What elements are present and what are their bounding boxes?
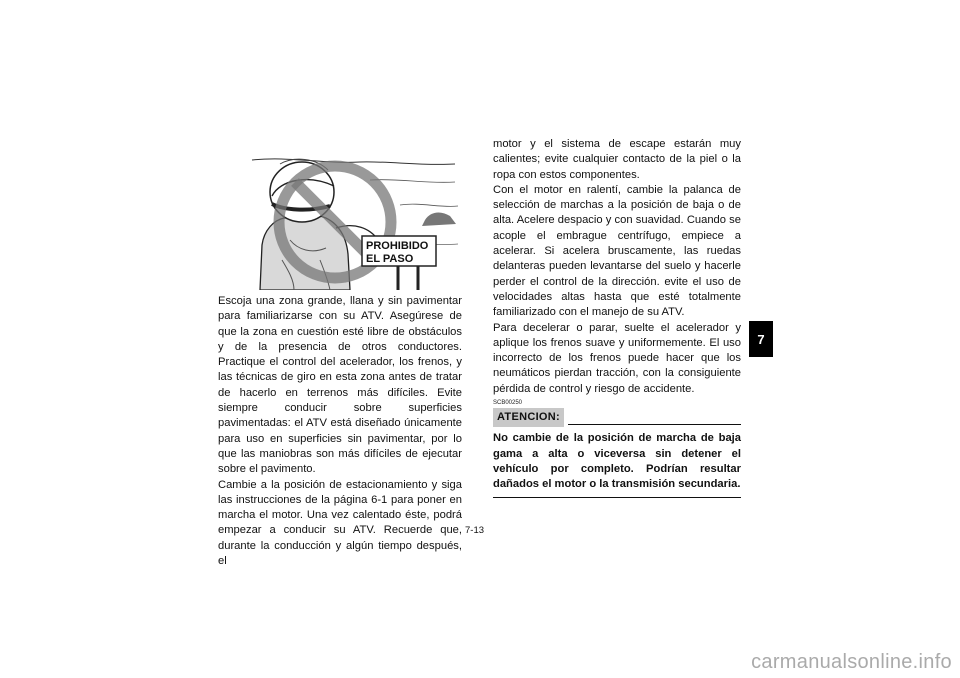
watermark: carmanualsonline.info: [751, 651, 952, 673]
left-column: [218, 294, 462, 569]
right-column: [493, 137, 741, 498]
right-paragraph-3: Para decelerar o parar, suelte el acelerador y aplique los frenos suave y uniformemente. El uso incorrecto de los frenos puede hacer que los neumáticos pierdan tracción, con la consiguiente pérdida de control y riesgo de accidente.: [493, 321, 741, 395]
reference-code: SCB00250: [493, 400, 523, 407]
right-paragraph-1: motor y el sistema de escape estarán muy calientes; evite cualquier contacto de la piel o la ropa con estos componentes.: [493, 138, 741, 181]
sign-line2: EL PASO: [366, 253, 414, 265]
atencion-label: ATENCION:: [493, 408, 564, 427]
sign-line1: PROHIBIDO: [366, 240, 429, 252]
warning-text: No cambie de la posición de marcha de baja gama a alta o viceversa sin detener el vehículo por completo. Podrían resultar dañados el motor o la transmisión secundaria.: [493, 431, 741, 497]
chapter-tab: [749, 321, 773, 357]
right-paragraph-2: Con el motor en ralentí, cambie la palanca de selección de marchas a la posición de baja o de alta. Acelere despacio y con suavidad. Cuando se acople el embrague centrífugo, empiece a acelerar. Si acelera bruscamente, las ruedas delanteras pueden levantarse del suelo y hacerle perder el control de la dirección. evite el uso de velocidades altas hasta que esté totalmente familiarizado con el manejo de su ATV.: [493, 183, 741, 319]
chapter-tab-label: 7: [757, 331, 765, 347]
no-entry-rider-icon: [250, 150, 460, 290]
no-entry-illustration: [250, 150, 460, 290]
left-paragraph-1: Escoja una zona grande, llana y sin pavimentar para familiarizarse con su ATV. Asegúrese de que la zona en cuestión esté libre de obstáculos y de la presencia de otros conductores. Practique el control del acelerador, los frenos, y las técnicas de giro en esta zona antes de tratar de hacerlo en terrenos más difíciles. Evite siempre conducir sobre superficies pavimentadas: el ATV está diseñado únicamente para uso en superficies sin pavimentar, por lo que las maniobras son más difíciles de ejecutar sobre el pavimento.: [218, 295, 462, 476]
left-paragraph-2: Cambie a la posición de estacionamiento y siga las instrucciones de la página 6-1 para poner en marcha el motor. Una vez calentado éste, podrá empezar a conducir su ATV. Recuerde que, durante la conducción y algún tiempo después, el: [218, 478, 462, 568]
atencion-rule: [568, 424, 741, 425]
page-number: 7-13: [465, 525, 485, 536]
atencion-header: [493, 408, 741, 427]
